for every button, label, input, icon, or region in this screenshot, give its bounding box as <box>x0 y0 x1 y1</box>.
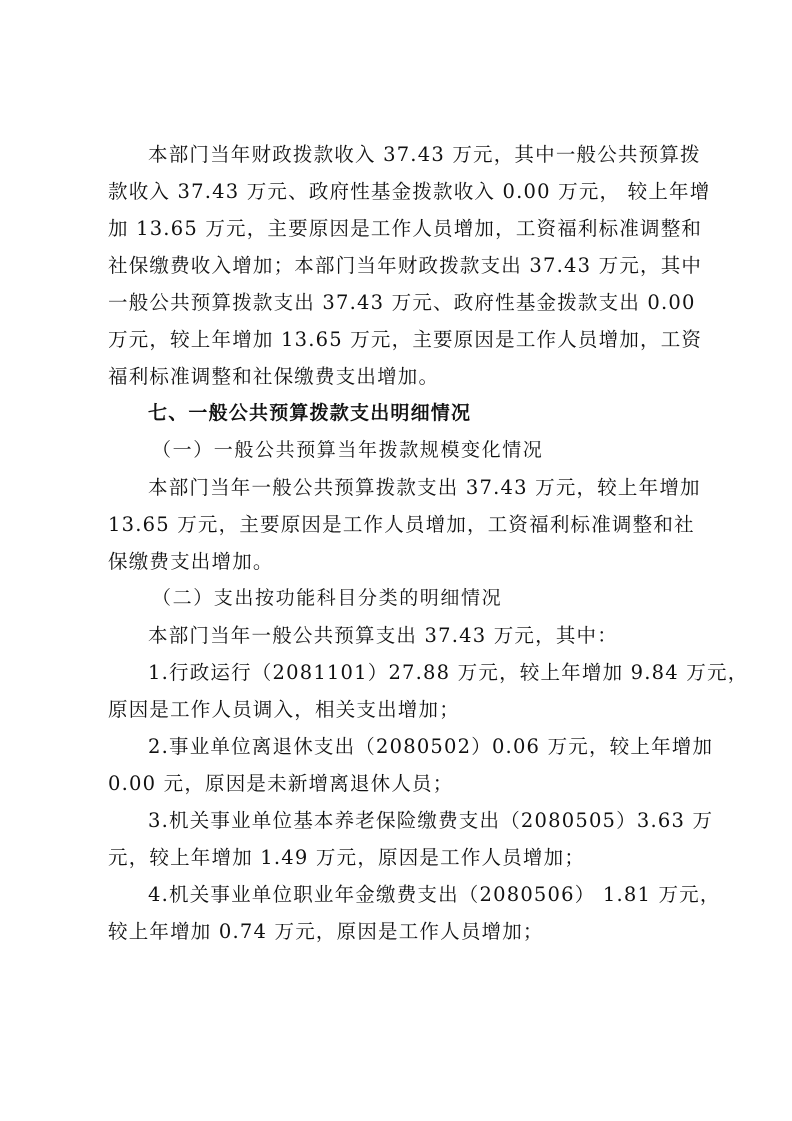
subsection-heading: （一）一般公共预算当年拨款规模变化情况 <box>152 439 544 461</box>
text-line: 原因是工作人员调入，相关支出增加； <box>108 698 460 721</box>
text-line: 款收入 37.43 万元、政府性基金拨款收入 0.00 万元， 较上年增 <box>108 180 711 203</box>
text-line: 保缴费支出增加。 <box>108 550 274 573</box>
text-line: 一般公共预算拨款支出 37.43 万元、政府性基金拨款支出 0.00 <box>108 291 696 314</box>
text-line: 本部门当年财政拨款收入 37.43 万元，其中一般公共预算拨 <box>148 143 701 166</box>
text-line: 较上年增加 0.74 万元，原因是工作人员增加； <box>108 920 544 943</box>
text-line: 社保缴费收入增加；本部门当年财政拨款支出 37.43 万元，其中 <box>108 254 703 277</box>
text-line: 本部门当年一般公共预算支出 37.43 万元，其中： <box>148 624 618 647</box>
text-line: 福利标准调整和社保缴费支出增加。 <box>108 365 440 388</box>
list-item: 3.机关事业单位基本养老保险缴费支出（2080505）3.63 万 <box>148 809 714 832</box>
text-line: 元，较上年增加 1.49 万元，原因是工作人员增加； <box>108 846 586 869</box>
text-line: 万元，较上年增加 13.65 万元，主要原因是工作人员增加，工资 <box>108 328 703 351</box>
text-line: 13.65 万元，主要原因是工作人员增加，工资福利标准调整和社 <box>108 513 695 536</box>
list-item: 4.机关事业单位职业年金缴费支出（2080506） 1.81 万元， <box>148 883 721 906</box>
subsection-heading: （二）支出按功能科目分类的明细情况 <box>152 587 503 609</box>
text-line: 本部门当年一般公共预算拨款支出 37.43 万元，较上年增加 <box>148 476 701 499</box>
text-line: 加 13.65 万元，主要原因是工作人员增加，工资福利标准调整和 <box>108 217 703 240</box>
text-line: 0.00 元，原因是未新增离退休人员； <box>108 772 454 795</box>
section-heading: 七、一般公共预算拨款支出明细情况 <box>148 402 472 424</box>
list-item: 2.事业单位离退休支出（2080502）0.06 万元，较上年增加 <box>148 735 714 758</box>
list-item: 1.行政运行（2081101）27.88 万元，较上年增加 9.84 万元， <box>148 661 749 684</box>
document-page <box>108 136 749 950</box>
